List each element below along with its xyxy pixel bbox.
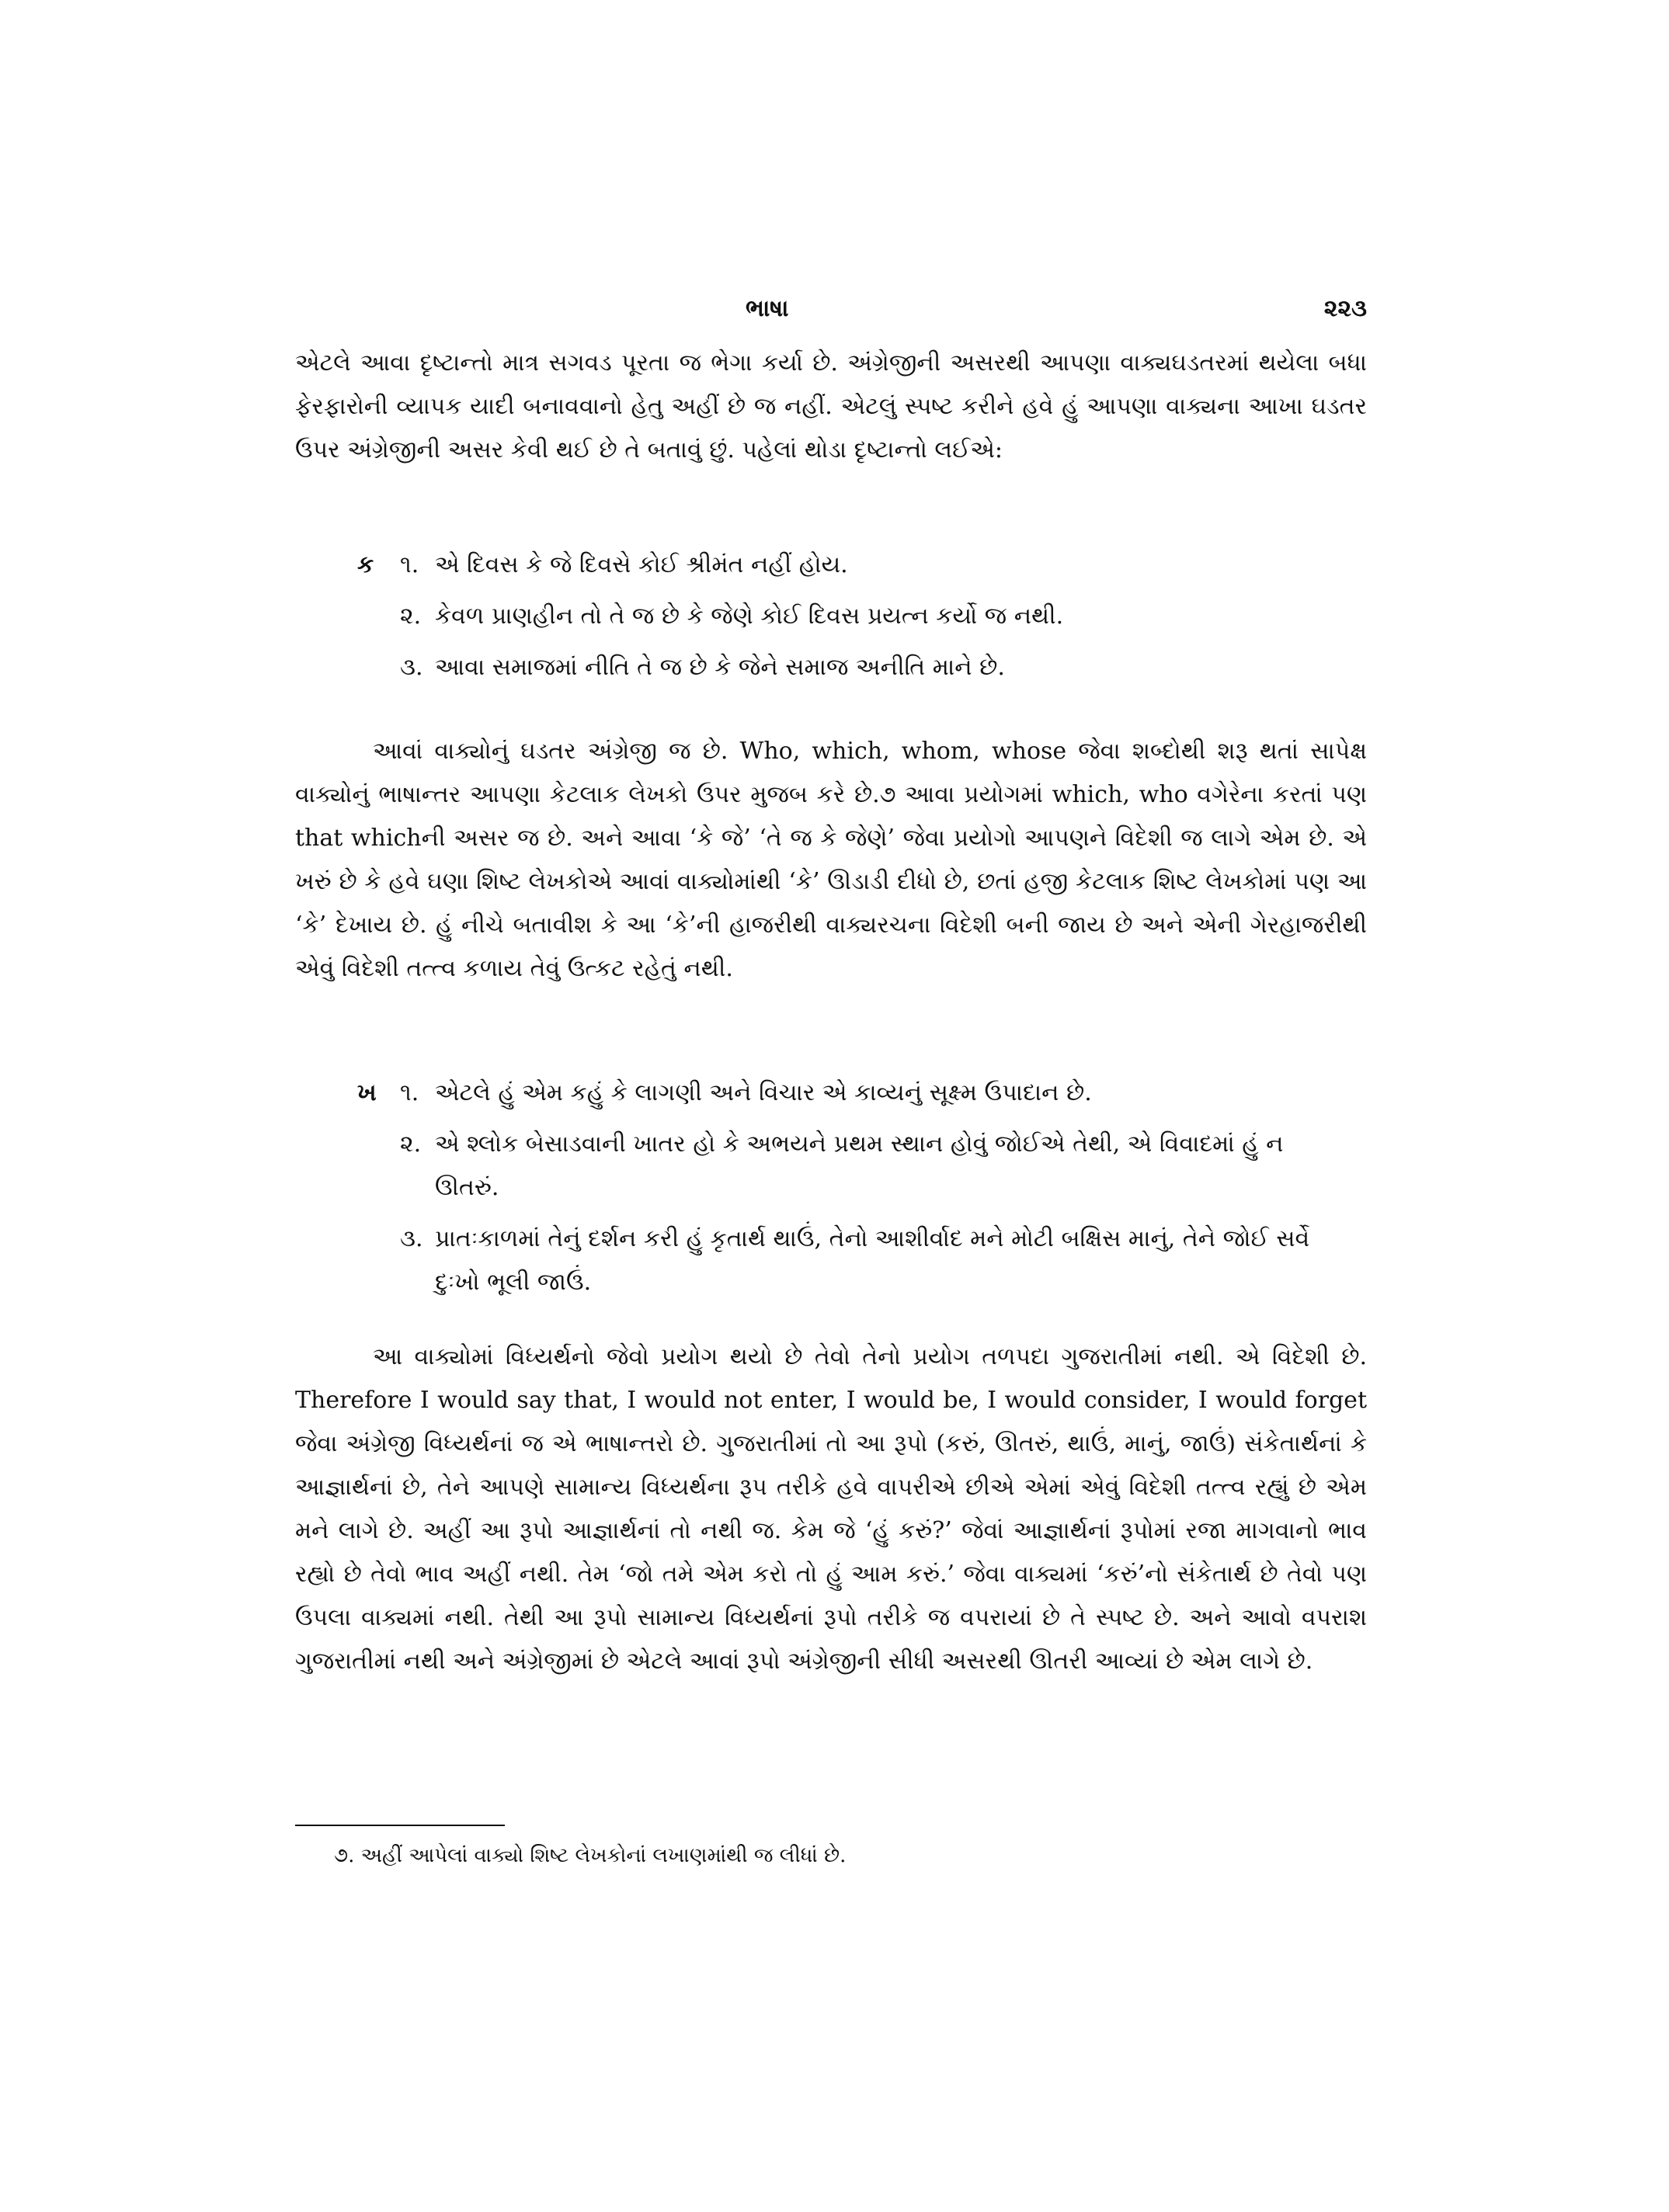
list-item-text: કેવળ પ્રાણહીન તો તે જ છે કે જેણે કોઈ દિવસ પ્રયત્ન કર્યો જ નથી. <box>435 602 1064 630</box>
list-item-number: ૩. <box>400 654 423 681</box>
list-item <box>357 1123 1367 1210</box>
list-item <box>357 1071 1367 1115</box>
paragraph-3-text: આ વાક્યોમાં વિધ્યર્થનો જેવો પ્રયોગ થયો છે તેવો તેનો પ્રયોગ તળપદા ગુજરાતીમાં નથી. એ વિદેશી છે. Therefore I would say that, I would not enter, I would be, I would consider, I would forget જેવા અંગ્રેજી વિધ્યર્થનાં જ એ ભાષાન્તરો છે. ગુજરાતીમાં તો આ રૂપો (કરું, ઊતરું, થાઉં, માનું, જાઉં) સંકેતાર્થનાં કે આજ્ઞાર્થનાં છે, તેને આપણે સામાન્ય વિધ્યર્થના રૂપ તરીકે હવે વાપરીએ છીએ એમાં એવું વિદેશી તત્ત્વ રહ્યું છે એમ મને લાગે છે. અહીં આ રૂપો આજ્ઞાર્થનાં તો નથી જ. કેમ જે ‘હું કરું?’ જેવાં આજ્ઞાર્થનાં રૂપોમાં રજા માગવાનો ભાવ રહ્યો છે તેવો ભાવ અહીં નથી. તેમ ‘જો તમે એમ કરો તો હું આમ કરું.’ જેવા વાક્યમાં ‘કરું’નો સંકેતાર્થ છે તેવો પણ ઉપલા વાક્યમાં નથી. તેથી આ રૂપો સામાન્ય વિધ્યર્થનાં રૂપો તરીકે જ વપરાયાં છે તે સ્પષ્ટ છે. અને આવો વપરાશ ગુજરાતીમાં નથી અને અંગ્રેજીમાં છે એટલે આવાં રૂપો અંગ્રેજીની સીધી અસરથી ઊતરી આવ્યાં છે એમ લાગે છે. <box>295 1343 1367 1675</box>
list-marker-kha: ખ <box>357 1079 377 1106</box>
list-item-number: ૨. <box>400 1130 422 1158</box>
footnote-rule <box>295 1825 505 1826</box>
paragraph-3 <box>295 1335 1367 1683</box>
paragraph-1 <box>295 342 1367 472</box>
list-item-text: આવા સમાજમાં નીતિ તે જ છે કે જેને સમાજ અનીતિ માને છે. <box>435 654 1005 681</box>
list-item-text: એ દિવસ કે જે દિવસે કોઈ શ્રીમંત નહીં હોય. <box>435 551 848 578</box>
list-item <box>357 595 1367 638</box>
running-head <box>295 295 1367 334</box>
page-number: ૨૨૩ <box>1323 295 1367 322</box>
paragraph-2-text: આવાં વાક્યોનું ઘડતર અંગ્રેજી જ છે. Who, which, whom, whose જેવા શબ્દોથી શરૂ થતાં સાપેક્ષ વાક્યોનું ભાષાન્તર આપણા કેટલાક લેખકો ઉપર મુજબ કરે છે.૭ આવા પ્રયોગમાં which, who વગેરેના કરતાં પણ that whichની અસર જ છે. અને આવા ‘કે જે’ ‘તે જ કે જેણે’ જેવા પ્રયોગો આપણને વિદેશી જ લાગે એમ છે. એ ખરું છે કે હવે ઘણા શિષ્ટ લેખકોએ આવાં વાક્યોમાંથી ‘કે’ ઊડાડી દીધો છે, છતાં હજી કેટલાક શિષ્ટ લેખકોમાં પણ આ ‘કે’ દેખાય છે. હું નીચે બતાવીશ કે આ ‘કે’ની હાજરીથી વાક્યરચના વિદેશી બની જાય છે અને એની ગેરહાજરીથી એવું વિદેશી તત્ત્વ કળાય તેવું ઉત્કટ રહેતું નથી. <box>295 738 1367 982</box>
example-list-kha <box>357 1071 1367 1312</box>
paragraph-1-text: એટલે આવા દૃષ્ટાન્તો માત્ર સગવડ પૂરતા જ ભેગા કર્યા છે. અંગ્રેજીની અસરથી આપણા વાક્યઘડતરમાં થયેલા બધા ફેરફારોની વ્યાપક યાદી બનાવવાનો હેતુ અહીં છે જ નહીં. એટલું સ્પષ્ટ કરીને હવે હું આપણા વાક્યના આખા ઘડતર ઉપર અંગ્રેજીની અસર કેવી થઈ છે તે બતાવું છું. પહેલાં થોડા દૃષ્ટાન્તો લઈએ: <box>295 349 1367 464</box>
list-marker-ka: ક <box>357 551 374 578</box>
list-item <box>357 646 1367 689</box>
list-item-text: પ્રાતઃકાળમાં તેનું દર્શન કરી હું કૃતાર્થ થાઉં, તેનો આશીર્વાદ મને મોટી બક્ષિસ માનું, તેને જોઈ સર્વે દુઃખો ભૂલી જાઉં. <box>435 1225 1310 1296</box>
list-item-text: એ શ્લોક બેસાડવાની ખાતર હો કે અભયને પ્રથમ સ્થાન હોવું જોઈએ તેથી, એ વિવાદમાં હું ન ઊતરું. <box>435 1130 1284 1201</box>
footnote-text: ૭. અહીં આપેલાં વાક્યો શિષ્ટ લેખકોનાં લખાણમાંથી જ લીધાં છે. <box>334 1844 847 1867</box>
list-item-text: એટલે હું એમ કહું કે લાગણી અને વિચાર એ કાવ્યનું સૂક્ષ્મ ઉપાદાન છે. <box>435 1079 1092 1106</box>
example-list-ka <box>357 543 1367 697</box>
running-title: ભાષા <box>746 295 789 322</box>
paragraph-2 <box>295 730 1367 991</box>
list-item-number: ૧. <box>400 1079 419 1106</box>
list-item <box>357 1217 1367 1304</box>
list-item-number: ૧. <box>400 551 419 578</box>
list-item-number: ૩. <box>400 1225 423 1252</box>
list-item-number: ૨. <box>400 602 422 630</box>
footnote <box>334 1840 1344 1871</box>
list-item <box>357 543 1367 587</box>
